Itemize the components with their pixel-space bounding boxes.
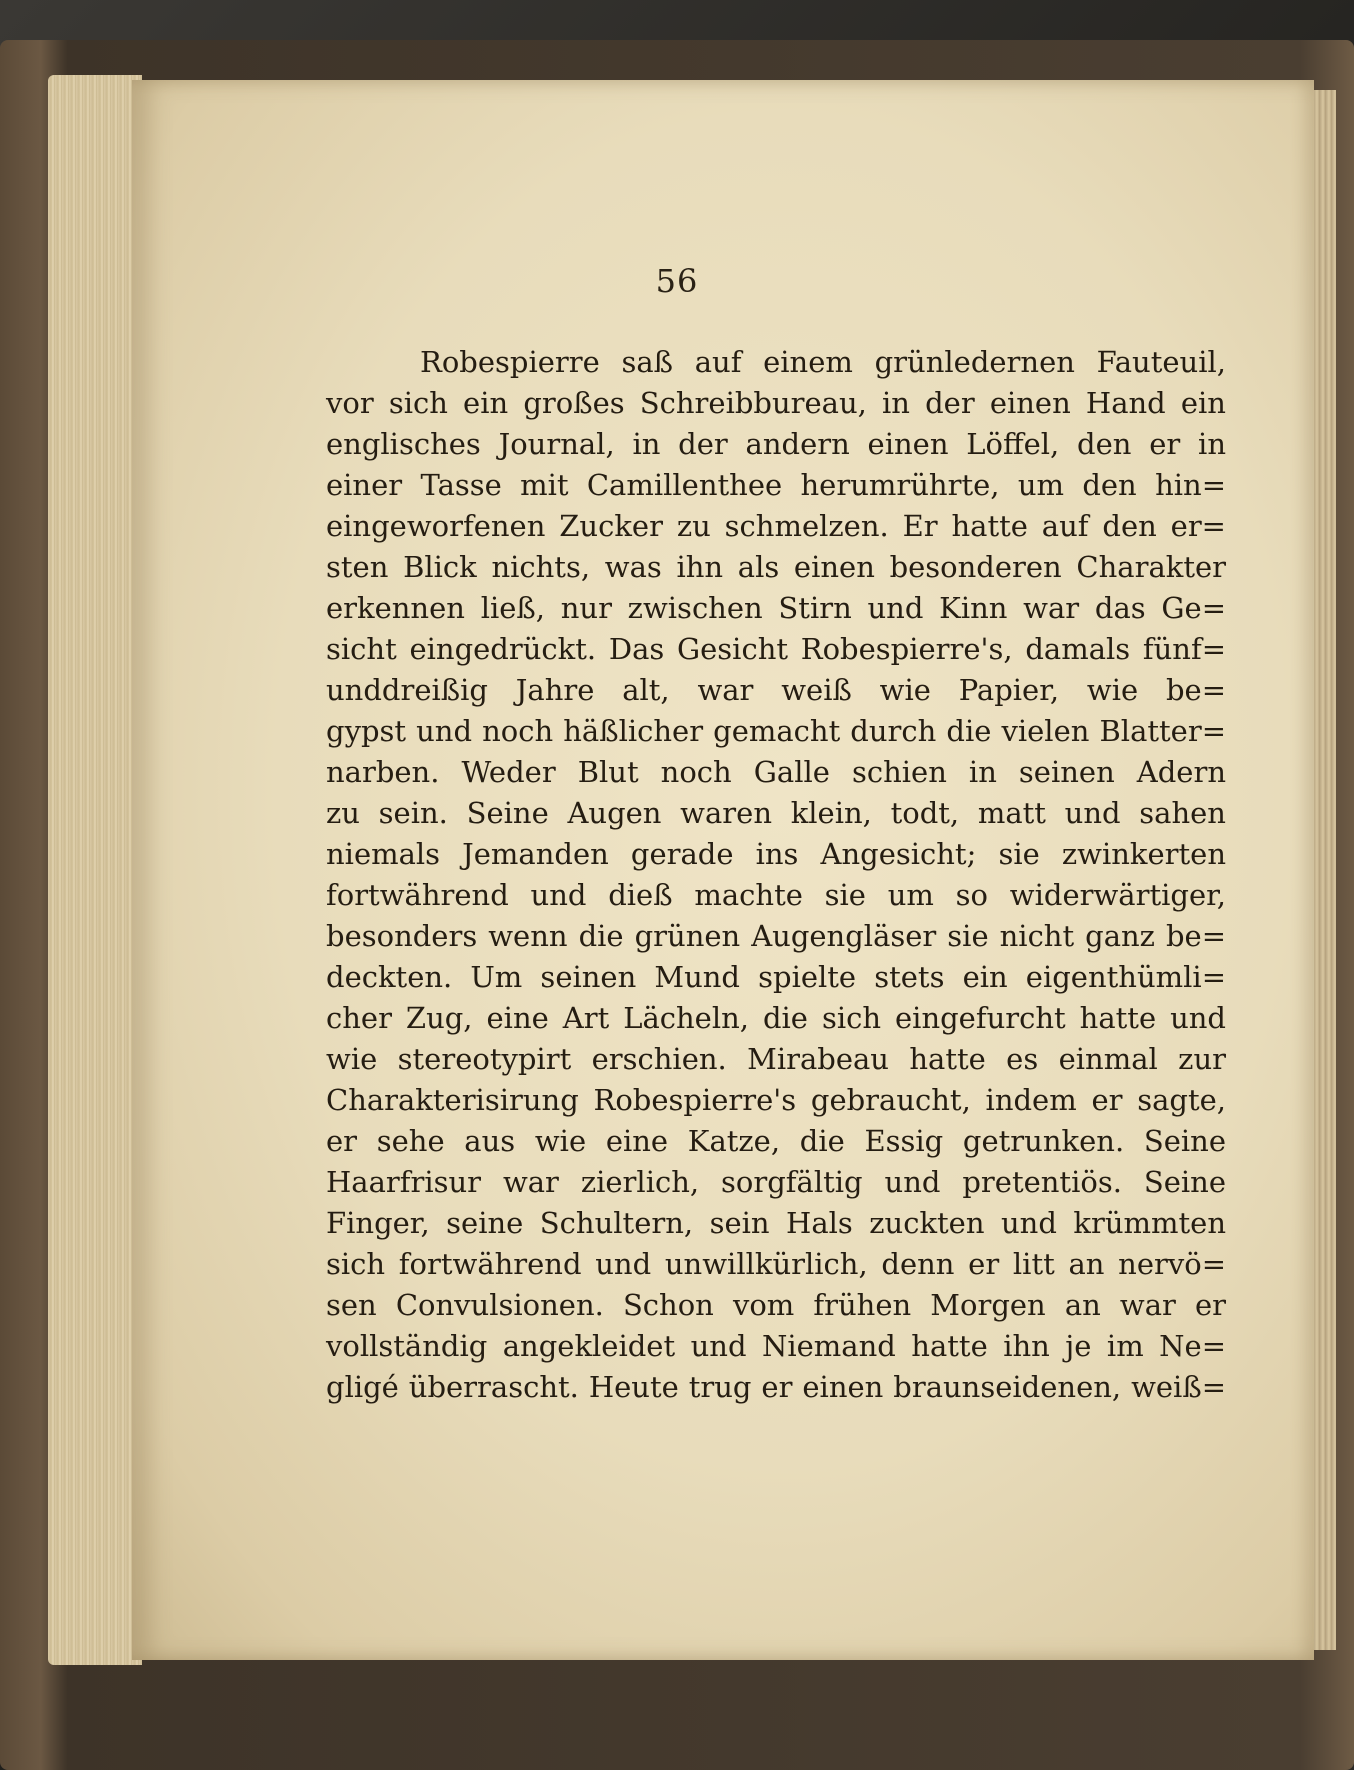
text-line: narben. Weder Blut noch Galle schien in seinen Adern <box>326 755 1226 789</box>
text-line: erkennen ließ, nur zwischen Stirn und Kinn war das Ge= <box>326 591 1226 625</box>
text-line: vor sich ein großes Schreibbureau, in der einen Hand ein <box>326 386 1226 420</box>
text-line: sich fortwährend und unwillkürlich, denn er litt an nervö= <box>326 1247 1226 1281</box>
text-line: niemals Jemanden gerade ins Angesicht; sie zwinkerten <box>326 837 1226 871</box>
text-line: er sehe aus wie eine Katze, die Essig getrunken. Seine <box>326 1124 1226 1158</box>
text-line: englisches Journal, in der andern einen Löffel, den er in <box>326 427 1226 461</box>
text-line: Robespierre saß auf einem grünledernen Fauteuil, <box>420 345 1226 379</box>
text-line: einer Tasse mit Camillenthee herumrührte, um den hin= <box>326 468 1226 502</box>
text-line: deckten. Um seinen Mund spielte stets ein eigenthümli= <box>326 960 1226 994</box>
text-line: Haarfrisur war zierlich, sorgfältig und pretentiös. Seine <box>326 1165 1226 1199</box>
text-line: vollständig angekleidet und Niemand hatte ihn je im Ne= <box>326 1329 1226 1363</box>
right-page-edge <box>1314 90 1336 1650</box>
text-line: fortwährend und dieß machte sie um so widerwärtiger, <box>326 878 1226 912</box>
text-line: Finger, seine Schultern, sein Hals zuckten und krümmten <box>326 1206 1226 1240</box>
text-line: sten Blick nichts, was ihn als einen besonderen Charakter <box>326 550 1226 584</box>
text-line: sen Convulsionen. Schon vom frühen Morgen an war er <box>326 1288 1226 1322</box>
text-line: gypst und noch häßlicher gemacht durch die vielen Blatter= <box>326 714 1226 748</box>
text-line: eingeworfenen Zucker zu schmelzen. Er hatte auf den er= <box>326 509 1226 543</box>
text-line: zu sein. Seine Augen waren klein, todt, matt und sahen <box>326 796 1226 830</box>
text-line: unddreißig Jahre alt, war weiß wie Papier, wie be= <box>326 673 1226 707</box>
text-line: cher Zug, eine Art Lächeln, die sich eingefurcht hatte und <box>326 1001 1226 1035</box>
text-line: besonders wenn die grünen Augengläser sie nicht ganz be= <box>326 919 1226 953</box>
text-line: Charakterisirung Robespierre's gebraucht, indem er sagte, <box>326 1083 1226 1117</box>
text-line: sicht eingedrückt. Das Gesicht Robespierre's, damals fünf= <box>326 632 1226 666</box>
body-text <box>326 342 1226 1408</box>
text-line: gligé überrascht. Heute trug er einen braunseidenen, weiß= <box>326 1370 1226 1404</box>
text-line: wie stereotypirt erschien. Mirabeau hatte es einmal zur <box>326 1042 1226 1076</box>
page-stack-edges <box>48 75 142 1665</box>
page-number: 56 <box>655 262 699 300</box>
